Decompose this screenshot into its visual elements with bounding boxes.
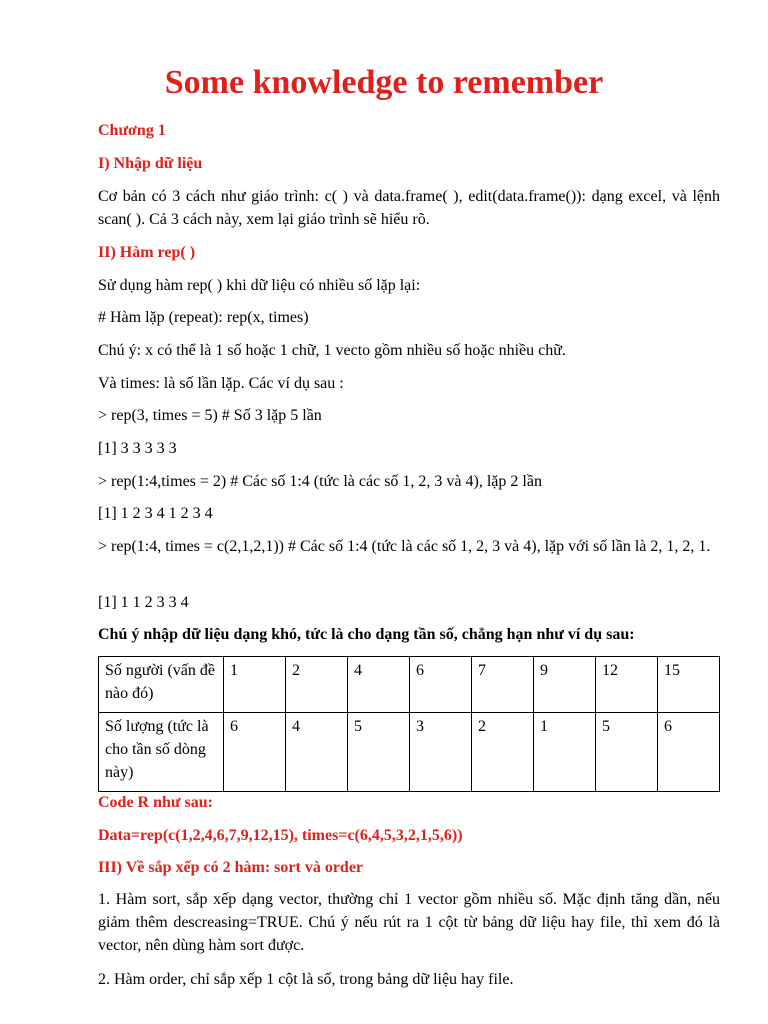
text-line: Sử dụng hàm rep( ) khi dữ liệu có nhiều số lặp lại: [98, 277, 421, 294]
code-label: Code R như sau: [98, 794, 213, 811]
table-cell: 15 [658, 657, 720, 713]
section-heading-sort: III) Về sắp xếp có 2 hàm: sort và order [98, 859, 364, 876]
frequency-table [98, 656, 720, 792]
table-cell: 2 [286, 657, 348, 713]
table-cell: 7 [472, 657, 534, 713]
note-bold: Chú ý nhập dữ liệu dạng khó, tức là cho dạng tần số, chẳng hạn như ví dụ sau: [98, 626, 635, 643]
text-line: # Hàm lặp (repeat): rep(x, times) [98, 309, 309, 326]
chapter-heading: Chương 1 [98, 122, 166, 139]
code-line: > rep(1:4,times = 2) # Các số 1:4 (tức là các số 1, 2, 3 và 4), lặp 2 lần [98, 473, 542, 490]
table-cell: 5 [596, 713, 658, 792]
output-line: [1] 1 1 2 3 3 4 [98, 594, 189, 611]
table-cell: 6 [224, 713, 286, 792]
section-heading-input: I) Nhập dữ liệu [98, 155, 203, 172]
table-cell: 5 [348, 713, 410, 792]
list-item: 2. Hàm order, chỉ sắp xếp 1 cột là số, trong bảng dữ liệu hay file. [98, 971, 514, 988]
text-line: Và times: là số lần lặp. Các ví dụ sau : [98, 375, 344, 392]
table-row [99, 657, 720, 713]
table-cell: 2 [472, 713, 534, 792]
table-cell: 1 [224, 657, 286, 713]
table-cell: 3 [410, 713, 472, 792]
code-line: > rep(3, times = 5) # Số 3 lặp 5 lần [98, 407, 322, 424]
table-row [99, 713, 720, 792]
table-cell: 9 [534, 657, 596, 713]
table-cell-label: Số người (vấn đề nào đó) [99, 657, 224, 713]
list-item: 1. Hàm sort, sắp xếp dạng vector, thường chỉ 1 vector gồm nhiều số. Mặc định tăng dần, nếu giảm thêm descreasing=TRUE. Chú ý nếu rút ra 1 cột từ bảng dữ liệu hay file, thì xem đó là vector, nên dùng hàm sort được. [98, 891, 720, 954]
section-paragraph: Cơ bản có 3 cách như giáo trình: c( ) và data.frame( ), edit(data.frame()): dạng excel, và lệnh scan( ). Cả 3 cách này, xem lại giáo trình sẽ hiểu rõ. [98, 188, 720, 228]
page-title: Some knowledge to remember [164, 64, 604, 101]
table-cell: 12 [596, 657, 658, 713]
table-cell-label: Số lượng (tức là cho tần số dòng này) [99, 713, 224, 792]
text-line: Chú ý: x có thể là 1 số hoặc 1 chữ, 1 vecto gồm nhiều số hoặc nhiều chữ. [98, 342, 566, 359]
code-line-red: Data=rep(c(1,2,4,6,7,9,12,15), times=c(6,4,5,3,2,1,5,6)) [98, 827, 463, 844]
code-line: > rep(1:4, times = c(2,1,2,1)) # Các số 1:4 (tức là các số 1, 2, 3 và 4), lặp với số lần là 2, 1, 2, 1. [98, 538, 711, 555]
table-cell: 6 [658, 713, 720, 792]
output-line: [1] 3 3 3 3 3 [98, 440, 177, 457]
table-cell: 1 [534, 713, 596, 792]
section-heading-rep: II) Hàm rep( ) [98, 244, 196, 261]
table-cell: 6 [410, 657, 472, 713]
output-line: [1] 1 2 3 4 1 2 3 4 [98, 505, 213, 522]
table-cell: 4 [348, 657, 410, 713]
table-cell: 4 [286, 713, 348, 792]
